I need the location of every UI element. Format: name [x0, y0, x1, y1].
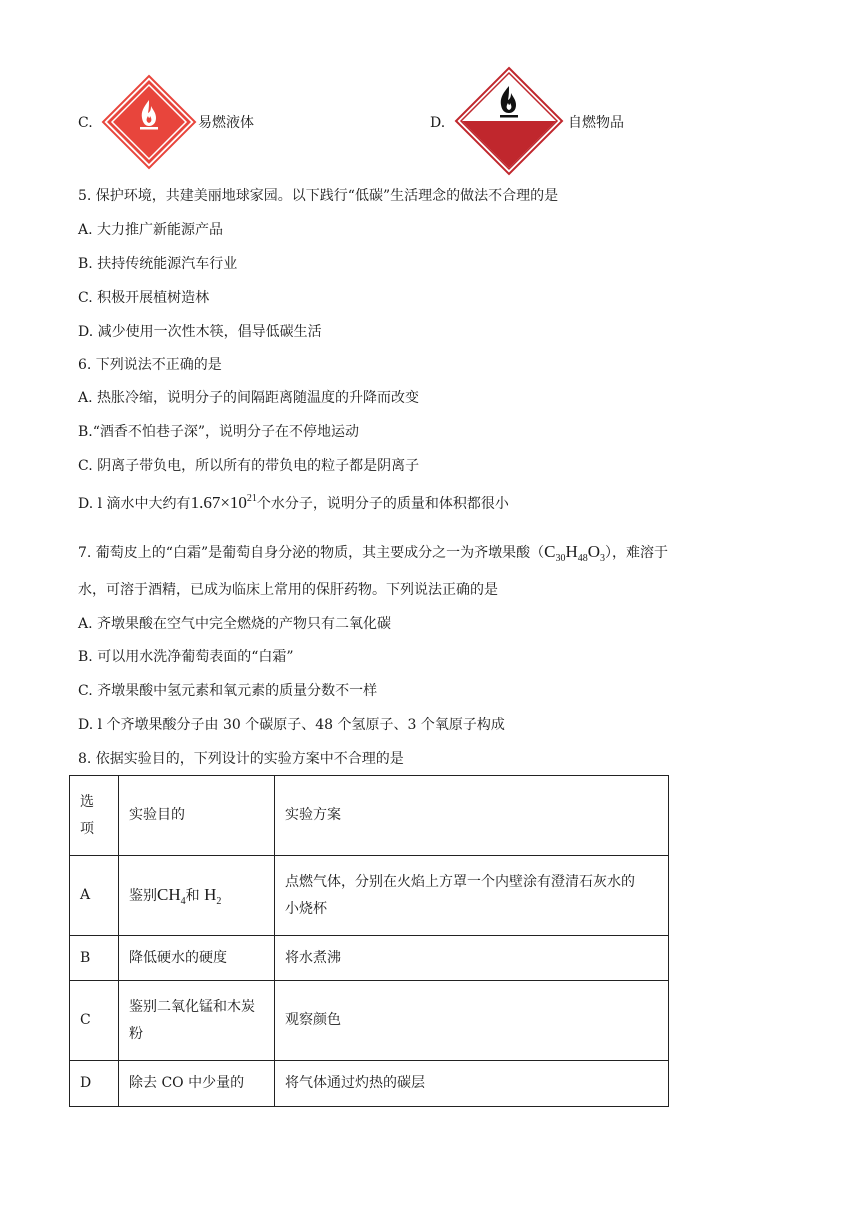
q7-stem-line2: 水，可溶于酒精，已成为临床上常用的保肝药物。下列说法正确的是	[78, 582, 498, 598]
molecule-count: $1.67\times 10^{21}$	[190, 493, 257, 512]
oleanolic-acid-formula: $C_{30}H_{48}O_3$	[544, 542, 606, 564]
table-header-row	[70, 776, 669, 856]
option-c-letter: C.	[78, 115, 93, 131]
row-c-option: C	[70, 981, 119, 1061]
q8-stem: 8. 依据实验目的，下列设计的实验方案中不合理的是	[78, 751, 404, 767]
q7-option-a: A. 齐墩果酸在空气中完全燃烧的产物只有二氧化碳	[78, 616, 392, 632]
option-d-letter: D.	[430, 115, 446, 131]
row-d-purpose: 除去 CO 中少量的	[119, 1061, 275, 1107]
row-b-purpose: 降低硬水的硬度	[119, 936, 275, 981]
q7-option-b: B. 可以用水洗净葡萄表面的“白霜”	[78, 649, 294, 665]
row-a-plan: 点燃气体，分别在火焰上方罩一个内壁涂有澄清石灰水的 小烧杯	[275, 856, 669, 936]
q7-stem-line1: 7. 葡萄皮上的“白霜”是葡萄自身分泌的物质，其主要成分之一为齐墩果酸$(C_{30}H_{48}O_3)$，难溶于	[78, 542, 669, 564]
row-a-purpose: 鉴别$CH_4$和 $H_2$	[119, 856, 275, 936]
flammable-liquid-diamond-icon	[101, 74, 197, 170]
row-d-plan: 将气体通过灼热的碳层	[275, 1061, 669, 1107]
option-c-label: 易燃液体	[198, 115, 254, 131]
option-d-label: 自燃物品	[568, 115, 624, 131]
q7-option-c: C. 齐墩果酸中氢元素和氧元素的质量分数不一样	[78, 683, 378, 699]
q5-stem: 5. 保护环境，共建美丽地球家园。以下践行“低碳”生活理念的做法不合理的是	[78, 188, 559, 204]
row-b-option: B	[70, 936, 119, 981]
row-c-purpose: 鉴别二氧化锰和木炭 粉	[119, 981, 275, 1061]
table-row	[70, 1061, 669, 1107]
header-purpose: 实验目的	[119, 776, 275, 856]
q6-option-c: C. 阴离子带负电，所以所有的带负电的粒子都是阴离子	[78, 458, 420, 474]
spontaneously-combustible-diamond-icon	[454, 66, 564, 176]
q5-option-a: A. 大力推广新能源产品	[78, 222, 224, 238]
q6-option-d-prefix: D. l 滴水中大约有	[78, 496, 191, 512]
q6-stem: 6. 下列说法不正确的是	[78, 357, 222, 373]
q6-option-d-suffix: 个水分子，说明分子的质量和体积都很小	[256, 496, 509, 512]
q6-option-a: A. 热胀冷缩，说明分子的间隔距离随温度的升降而改变	[78, 390, 420, 406]
q7-option-d: D. l 个齐墩果酸分子由 30 个碳原子、48 个氢原子、3 个氧原子构成	[78, 717, 505, 733]
row-b-plan: 将水煮沸	[275, 936, 669, 981]
q5-option-c: C. 积极开展植树造林	[78, 290, 210, 306]
q5-option-b: B. 扶持传统能源汽车行业	[78, 256, 238, 272]
q6-option-d	[78, 494, 509, 511]
row-d-option: D	[70, 1061, 119, 1107]
header-plan: 实验方案	[275, 776, 669, 856]
header-option: 选 项	[70, 776, 119, 856]
table-row	[70, 856, 669, 936]
experiment-table	[69, 775, 669, 1107]
q6-option-b: B.“酒香不怕巷子深”，说明分子在不停地运动	[78, 424, 360, 440]
table-row	[70, 981, 669, 1061]
table-row	[70, 936, 669, 981]
q5-option-d: D. 减少使用一次性木筷，倡导低碳生活	[78, 324, 322, 340]
row-c-plan: 观察颜色	[275, 981, 669, 1061]
row-a-option: A	[70, 856, 119, 936]
